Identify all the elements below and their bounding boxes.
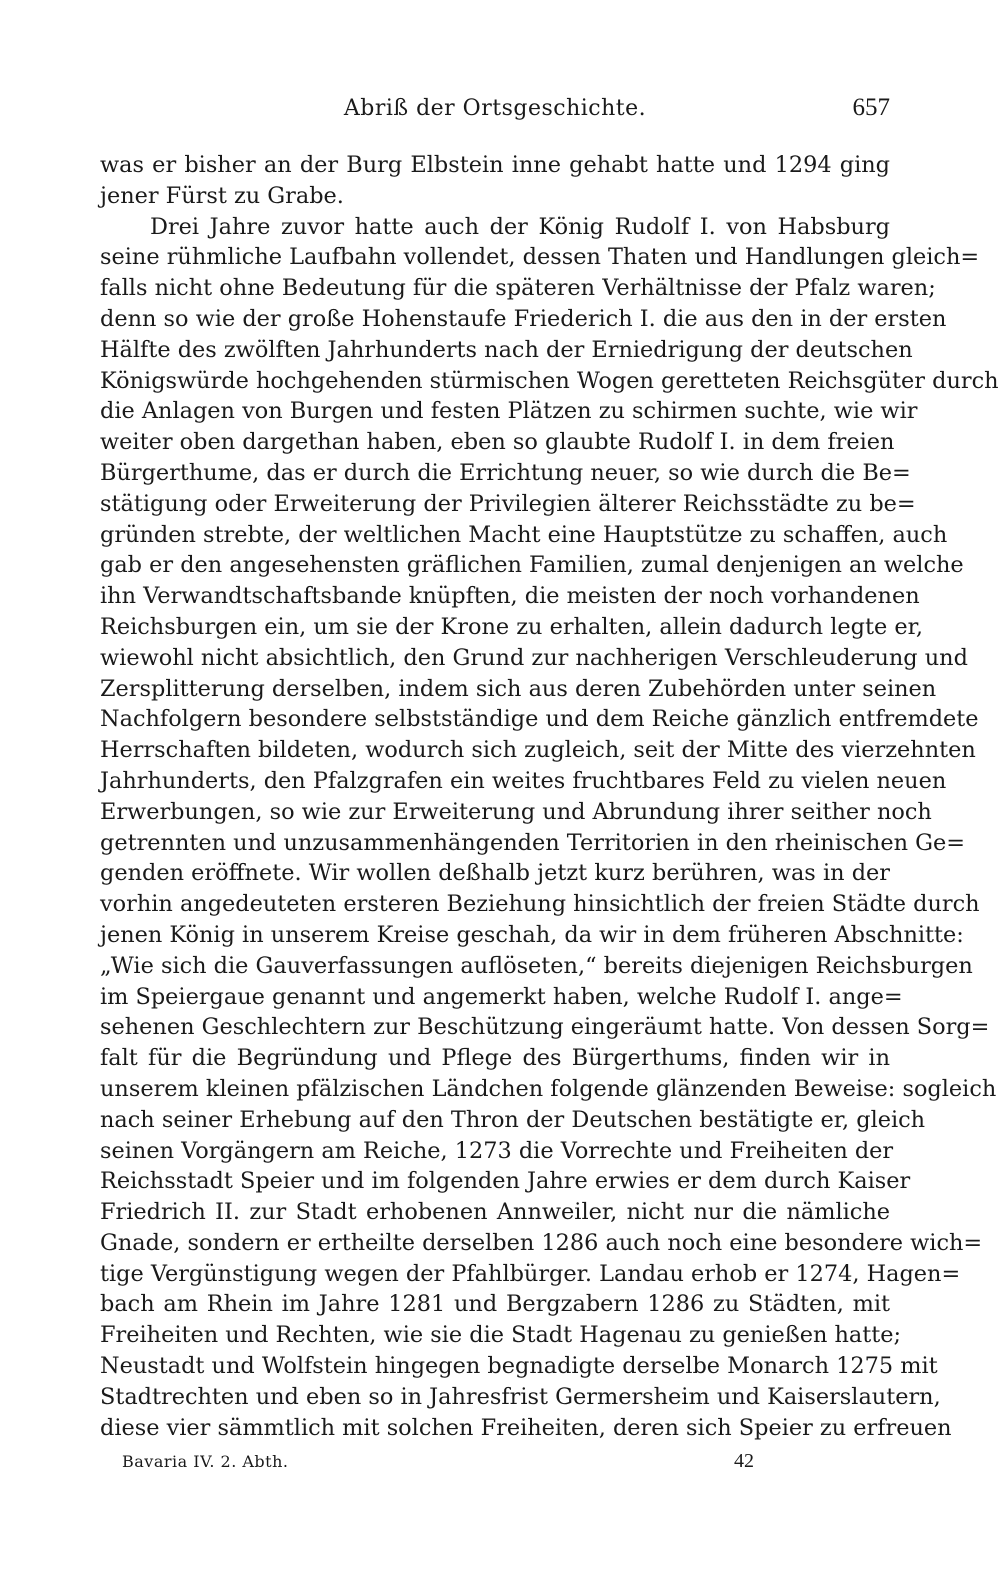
text-line: falt für die Begründung und Pflege des Bürgerthums, finden wir in (100, 1045, 890, 1072)
text-line: weiter oben dargethan haben, eben so glaubte Rudolf I. in dem freien (100, 429, 895, 456)
text-line: Drei Jahre zuvor hatte auch der König Rudolf I. von Habsburg (150, 213, 890, 240)
text-line: genden eröffnete. Wir wollen deßhalb jetzt kurz berühren, was in der (100, 860, 890, 887)
text-line: getrennten und unzusammenhängenden Territorien in den rheinischen Ge= (100, 829, 966, 856)
text-line: Friedrich II. zur Stadt erhobenen Annweiler, nicht nur die nämliche (100, 1199, 890, 1226)
text-line: stätigung oder Erweiterung der Privilegien älterer Reichsstädte zu be= (100, 490, 916, 517)
text-line: Bürgerthume, das er durch die Errichtung neuer, so wie durch die Be= (100, 459, 911, 486)
text-line: Reichsburgen ein, um sie der Krone zu erhalten, allein dadurch legte er, (100, 613, 923, 640)
text-line: „Wie sich die Gauverfassungen auflöseten,“ bereits diejenigen Reichsburgen (100, 952, 973, 979)
signature-mark: Bavaria IV. 2. Abth. (122, 1452, 289, 1471)
running-title: Abriß der Ortsgeschichte. (343, 96, 647, 121)
signature-line (100, 1452, 890, 1478)
text-line: Erwerbungen, so wie zur Erweiterung und Abrundung ihrer seither noch (100, 798, 932, 825)
body-text (100, 150, 999, 1443)
text-line: seinen Vorgängern am Reiche, 1273 die Vorrechte und Freiheiten der (100, 1137, 894, 1164)
text-line: jener Fürst zu Grabe. (100, 182, 344, 209)
text-line: seine rühmliche Laufbahn vollendet, dessen Thaten und Handlungen gleich= (100, 244, 980, 271)
text-line: ihn Verwandtschaftsbande knüpften, die meisten der noch vorhandenen (100, 583, 920, 610)
text-line: sehenen Geschlechtern zur Beschützung eingeräumt hatte. Von dessen Sorg= (100, 1014, 990, 1041)
text-line: Herrschaften bildeten, wodurch sich zugleich, seit der Mitte des vierzehnten (100, 737, 976, 764)
text-line: Hälfte des zwölften Jahrhunderts nach der Erniedrigung der deutschen (100, 336, 913, 363)
page-number: 657 (852, 94, 890, 121)
text-line: tige Vergünstigung wegen der Pfahlbürger. Landau erhob er 1274, Hagen= (100, 1260, 961, 1287)
text-line: Königswürde hochgehenden stürmischen Wogen geretteten Reichsgüter durch (100, 367, 999, 394)
text-line: falls nicht ohne Bedeutung für die späteren Verhältnisse der Pfalz waren; (100, 275, 936, 302)
text-line: gab er den angesehensten gräflichen Familien, zumal denjenigen an welche (100, 552, 964, 579)
text-line: gründen strebte, der weltlichen Macht eine Hauptstütze zu schaffen, auch (100, 521, 948, 548)
text-line: Jahrhunderts, den Pfalzgrafen ein weites fruchtbares Feld zu vielen neuen (100, 767, 947, 794)
text-line: Stadtrechten und eben so in Jahresfrist Germersheim und Kaiserslautern, (100, 1383, 941, 1410)
text-line: Gnade, sondern er ertheilte derselben 1286 auch noch eine besondere wich= (100, 1229, 983, 1256)
text-line: nach seiner Erhebung auf den Thron der Deutschen bestätigte er, gleich (100, 1106, 926, 1133)
text-line: die Anlagen von Burgen und festen Plätzen zu schirmen suchte, wie wir (100, 398, 918, 425)
text-line: Freiheiten und Rechten, wie sie die Stadt Hagenau zu genießen hatte; (100, 1322, 902, 1349)
text-line: Nachfolgern besondere selbstständige und dem Reiche gänzlich entfremdete (100, 706, 979, 733)
text-line: vorhin angedeuteten ersteren Beziehung hinsichtlich der freien Städte durch (100, 891, 980, 918)
text-line: jenen König in unserem Kreise geschah, da wir in dem früheren Abschnitte: (100, 921, 964, 948)
text-line: unserem kleinen pfälzischen Ländchen folgende glänzenden Beweise: sogleich (100, 1075, 997, 1102)
text-line: diese vier sämmtlich mit solchen Freiheiten, deren sich Speier zu erfreuen (100, 1414, 952, 1441)
signature-number: 42 (734, 1450, 754, 1472)
text-line: Reichsstadt Speier und im folgenden Jahre erwies er dem durch Kaiser (100, 1168, 911, 1195)
text-line: Neustadt und Wolfstein hingegen begnadigte derselbe Monarch 1275 mit (100, 1353, 938, 1380)
text-line: bach am Rhein im Jahre 1281 und Bergzabern 1286 zu Städten, mit (100, 1291, 890, 1318)
text-line: wiewohl nicht absichtlich, den Grund zur nachherigen Verschleuderung und (100, 644, 968, 671)
text-line: Zersplitterung derselben, indem sich aus deren Zubehörden unter seinen (100, 675, 937, 702)
running-head (100, 96, 890, 132)
text-line: denn so wie der große Hohenstaufe Friederich I. die aus den in der ersten (100, 305, 947, 332)
text-line: im Speiergaue genannt und angemerkt haben, welche Rudolf I. ange= (100, 983, 903, 1010)
text-line: was er bisher an der Burg Elbstein inne gehabt hatte und 1294 ging (100, 152, 890, 178)
